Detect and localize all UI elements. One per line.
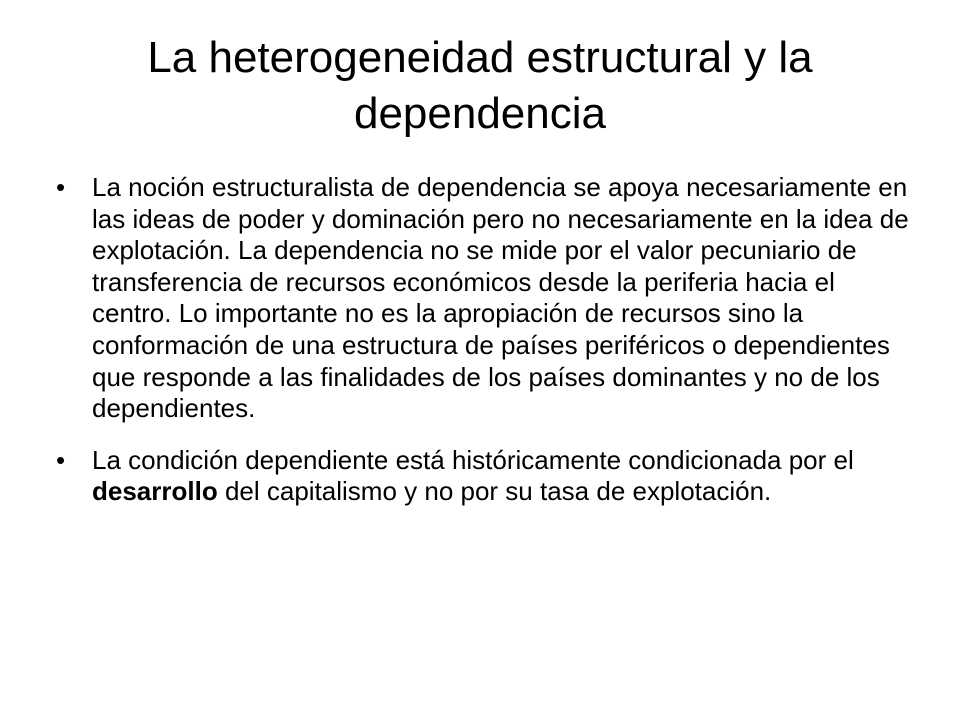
bullet-text-after: del capitalismo y no por su tasa de explotación.	[217, 476, 772, 507]
slide-title-line-2: dependencia	[353, 89, 606, 138]
bullet-text-before: La condición dependiente está históricamente condicionada por el	[92, 444, 854, 475]
bullet-item-dependent-condition	[56, 445, 916, 508]
bullet-item-dependency-notion	[56, 172, 916, 425]
slide-title	[48, 30, 912, 142]
bullet-icon: •	[56, 172, 66, 202]
bullet-text: La noción estructuralista de dependencia se apoya necesariamente en las ideas de poder y dominación pero no necesariamente en la idea de explotación. La dependencia no se mide por el valor pecuniario de transferencia de recursos económicos desde la periferia hacia el centro. Lo importante no es la apropiación de recursos sino la conformación de una estructura de países periféricos o dependientes que responde a las finalidades de los países dominantes y no de los dependientes.	[92, 172, 909, 424]
bullet-text-emphasis: desarrollo	[92, 476, 218, 507]
slide-title-line-1: La heterogeneidad estructural y la	[147, 33, 813, 82]
bullet-icon: •	[56, 444, 66, 475]
bullet-list	[56, 172, 916, 528]
